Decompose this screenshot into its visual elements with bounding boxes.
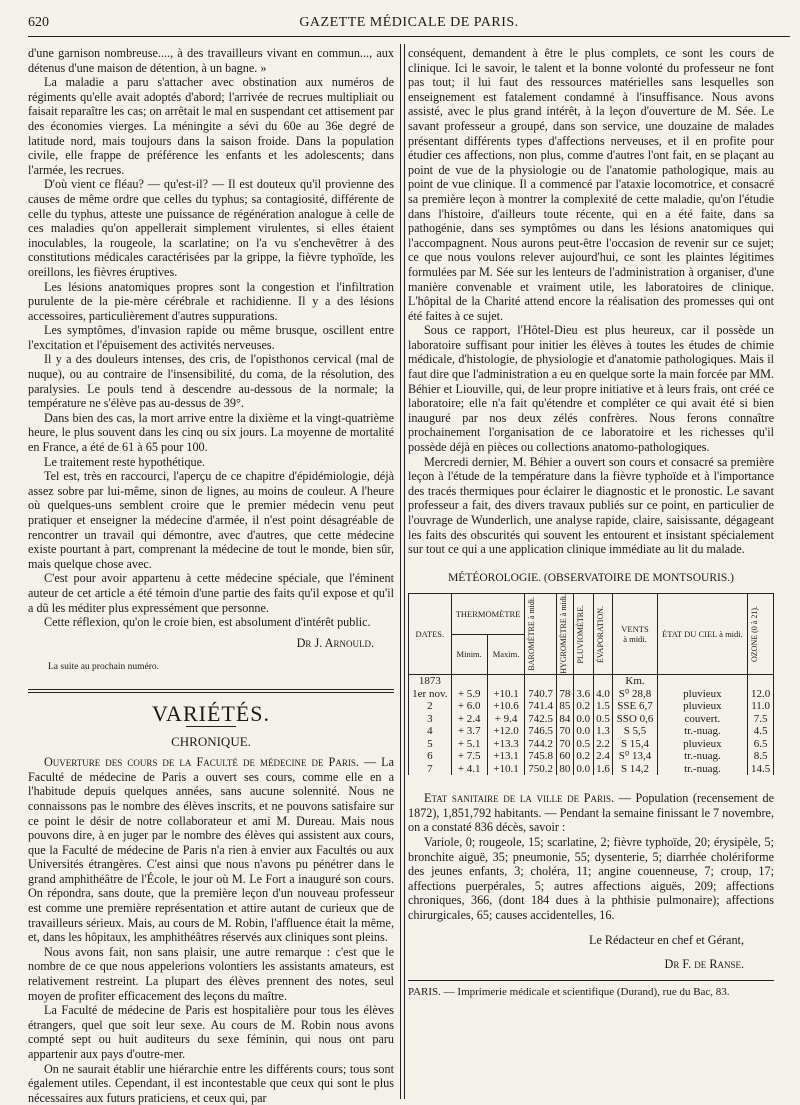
col-header-evap: ÉVAPORATION. [595,605,605,663]
paragraph: — Population (recensement de 1872), 1,851,792 habitants. — Pendant la semaine finissant le 7 novembre, on a constaté 836 décès, savoir : [408,791,775,835]
meteorology-rows [409,688,774,776]
page-number: 620 [28,15,49,30]
cell-min: + 7.5 [451,750,487,763]
cell-ozone: 8.5 [748,750,774,763]
paragraph: Mercredi dernier, M. Béhier a ouvert son cours et consacré sa première leçon à l'étude de la température dans la fièvre typhoïde et à l'importance des tracés thermiques pour éclairer le diagnostic et le pronostic. Le savant professeur a fait, des divers travaux publiés sur ce point, en particulier de l'ouvrage de Wunderlich, une analyse rapide, claire, saisissante, dégageant les faits des obscurités qui souvent les entourent et insistant spécialement sur tout ce qui a une application clinique immédiate au lit du malade. [408,454,774,557]
paragraph: Les lésions anatomiques propres sont la congestion et l'infiltration purulente de la pie-mère cérébrale et rachidienne. Il y a des lésions accessoires, particulièrement d'autres suppurations. [28,279,394,323]
table-row [409,700,774,713]
col-header-ozone: OZONE (0 à 21). [750,606,760,663]
printer-imprint: PARIS. — Imprimerie médicale et scientifique (Durand), rue du Bac, 83. [408,980,774,1000]
cell-ciel: pluvieux [657,700,748,713]
cell-vents: SSO 0,6 [613,713,657,726]
cell-ozone: 4.5 [748,725,774,738]
paragraph: Cette réflexion, qu'on le croie bien, est absolument d'intérêt public. [44,615,371,630]
cell-baro: 750.2 [525,763,556,776]
cell-max: +13.3 [487,738,525,751]
cell-max: +13.1 [487,750,525,763]
cell-evap: 1.3 [593,725,613,738]
cell-hygro: 70 [556,725,573,738]
cell-evap: 2.4 [593,750,613,763]
cell-vents: S⁰ 28,8 [613,688,657,701]
col-header-baro: BAROMÈTRE à midi. [527,597,537,672]
cell-ozone: 7.5 [748,713,774,726]
year-cell: 1873 [409,675,452,688]
left-column [28,46,394,1105]
cell-baro: 746.5 [525,725,556,738]
vents-unit: Km. [613,675,657,688]
cell-vents: S⁰ 13,4 [613,750,657,763]
col-header-vents: VENTS [621,624,649,635]
paragraph: C'est pour avoir appartenu à cette médecine spéciale, que l'éminent auteur de cet article a été témoin d'une partie des faits qu'il expose et qu'il a dû les méditer plus expressément que personne. [28,571,394,615]
cell-ozone: 11.0 [748,700,774,713]
meteorology-title: MÉTÉOROLOGIE. (OBSERVATOIRE DE MONTSOURIS.) [448,571,734,584]
cell-date: 4 [409,725,452,738]
cell-evap: 2.2 [593,738,613,751]
table-row [409,688,774,701]
etat-lead: Etat sanitaire de la ville de Paris. [424,791,615,806]
cell-min: + 2.4 [451,713,487,726]
cell-min: + 5.9 [451,688,487,701]
table-row [409,713,774,726]
paragraph: — La Faculté de médecine de Paris a ouvert ses cours, comme elle en a l'habitude depuis quelques années, sans aucune solennité. Nous ne connaissons pas le nombre des élèves inscrits, et ne pouvons satisfaire sur ce point le désir de notre collaborateur et ami M. Dureau. Mais nous pouvons dire, à en juger par le nombre des élèves qui assistent aux cours, que la Faculté de médecine de Paris n'a rien à envier aux Facultés ou aux Universités étrangères. C'est ainsi que nous n'avons pu pénétrer dans le grand amphithéâtre de l'École, le jour où M. Le Fort a inauguré son cours. On répondra, sans doute, que la première leçon d'un nouveau professeur est comme une première représentation et attire autant de curieux que de travailleurs sérieux. Mais, au cours de M. Robin, l'affluence était la même, et, dans les hôpitaux, les amphithéâtres réservés aux cliniques sont pleins. [28,755,395,945]
author-signature: Dr J. Arnould. [296,635,374,650]
cell-ciel: pluvieux [657,688,748,701]
cell-date: 6 [409,750,452,763]
meteorology-table [408,593,774,775]
cell-date: 7 [409,763,452,776]
cell-ciel: pluvieux [657,738,748,751]
section-title: VARIÉTÉS. [152,700,270,726]
cell-pluvio: 0.5 [573,738,593,751]
editor-name: Dr F. de Ranse. [664,957,744,972]
table-row [409,750,774,763]
col-header-dates: DATES. [409,594,452,675]
cell-pluvio: 0.2 [573,700,593,713]
section-rule [28,689,394,693]
cell-min: + 5.1 [451,738,487,751]
col-header-hygro: HYGROMÈTRE à midi. [558,594,568,675]
cell-ozone: 12.0 [748,688,774,701]
column-divider [400,44,405,1099]
cell-evap: 1.6 [593,763,613,776]
cell-vents: S 14,2 [613,763,657,776]
table-row [409,763,774,776]
cell-pluvio: 0.0 [573,763,593,776]
mortality-list: Variole, 0; rougeole, 15; scarlatine, 2; fièvre typhoïde, 20; érysipèle, 5; bronchite aiguë, 35; pneumonie, 55; dysenterie, 5; diarrhée cholériforme des jeunes enfants, 3; choléra, 11; angine couenneuse, 7; croup, 17; affections puerpérales, 5; autres affections aiguës, 209; affections chroniques, 366, (dont 184 dues à la phthisie pulmonaire); affections chirurgicales, 65; causes accidentelles, 16. [408,834,774,922]
cell-max: +10.1 [487,763,525,776]
col-header-etat: ÉTAT DU CIEL à midi. [657,594,748,675]
cell-date: 3 [409,713,452,726]
cell-ciel: tr.-nuag. [657,750,748,763]
paragraph: Les symptômes, d'invasion rapide ou même brusque, oscillent entre l'excitation et l'épuisement des activités nerveuses. [28,323,394,352]
editor-line: Le Rédacteur en chef et Gérant, [589,932,744,947]
col-header-vents-sub: à midi. [623,634,647,645]
cell-hygro: 60 [556,750,573,763]
paragraph: La maladie a paru s'attacher avec obstination aux numéros de régiments qu'elle avait adoptés d'abord; l'arrivée de recrues multipliait ou faisait reparaître les cas; on arrêtait le mal en suspendant cet attisement par des économies vierges. La méningite a sévi du 60e au 36e degré de latitude nord, mais toujours dans la saison froide. Dans la population civile, elle frappe de préférence les enfants et les adolescents; dans l'armée, les recrues. [28,75,394,177]
cell-max: +10.1 [487,688,525,701]
paragraph: d'une garnison nombreuse...., à des travailleurs vivant en commun..., aux détenus d'une maison de détention, à un bagne. » [28,46,394,75]
cell-evap: 4.0 [593,688,613,701]
cell-evap: 1.5 [593,700,613,713]
page-header [28,14,790,37]
cell-baro: 744.2 [525,738,556,751]
paragraph: Dans bien des cas, la mort arrive entre la dixième et la vingt-quatrième heure, le plus souvent dans les cinq ou six jours. La moyenne de mortalité en France, a été de 61 à 65 pour 100. [28,410,394,455]
table-row [409,725,774,738]
cell-ozone: 6.5 [748,738,774,751]
cell-max: +12.0 [487,725,525,738]
paragraph: Sous ce rapport, l'Hôtel-Dieu est plus heureux, car il possède un laboratoire suffisant pour initier les élèves à toutes les études de chimie médicale, d'histologie, de physiologie et d'anatomie pathologiques. Mais il faut dire que l'administration a eu en quelque sorte la main forcée par MM. Béhier et Liouville, qui, de leur propre initiative et à leurs frais, ont créé ce laboratoire; elle n'a fait qu'étendre et compléter ce qui avait été si bien inauguré par nos deux zélés confrères. Nous ferons connaître prochainement l'organisation de ce laboratoire et les richesses qu'il possède déjà en pièces ou collections anatomo-pathologiques. [408,323,774,455]
cell-baro: 740.7 [525,688,556,701]
col-header-max: Maxim. [487,634,525,674]
paragraph: Nous avons fait, non sans plaisir, une autre remarque : c'est que le nombre de ce que nous appelerions volontiers les assistants amateurs, est relativement restreint. La plupart des élèves prennent des notes, seul moyen de profiter efficacement des leçons du maître. [28,944,394,1003]
cell-min: + 6.0 [451,700,487,713]
cell-pluvio: 0.0 [573,725,593,738]
cell-baro: 745.8 [525,750,556,763]
cell-pluvio: 0.2 [573,750,593,763]
cell-vents: S 5,5 [613,725,657,738]
paragraph: Le traitement reste hypothétique. [44,454,206,469]
cell-date: 1er nov. [409,688,452,701]
cell-max: + 9.4 [487,713,525,726]
cell-ciel: tr.-nuag. [657,725,748,738]
cell-vents: SSE 6,7 [613,700,657,713]
paragraph: D'où vient ce fléau? — qu'est-il? — Il est douteux qu'il provienne des causes de même ordre que celles du typhus; sa contagiosité, différente de celle du typhus, atteste une puissance de régénération analogue à celle de ces maladies qu'on appellerait simplement virulentes, si elles étaient inoculables, la rougeole, la scarlatine; on l'a vu s'enchevêtrer à des constitutions médicales caractérisées par la grippe, la fièvre typhoïde, les oreillons, les fièvres éruptives. [28,177,394,279]
cell-max: +10.6 [487,700,525,713]
col-header-pluvio: PLUVIOMÈTRE. [575,605,585,664]
right-column [408,46,774,999]
cell-ciel: couvert. [657,713,748,726]
cell-baro: 742.5 [525,713,556,726]
paragraph: Tel est, très en raccourci, l'aperçu de ce chapitre d'épidémiologie, déjà assez sobre par lui-même, sinon de lignes, au moins de couleur. A l'heure où quelques-uns semblent croire que le premier médecin venu peut pratiquer et enseigner la médecine d'armée, il n'est point désagréable de rencontrer un travail qui démontre, avec d'autres, que cette médecine existe pourtant à part, comprenant la médecine de tout le monde, bien sûr, mais quelque chose avec. [28,469,394,571]
cell-hygro: 70 [556,738,573,751]
cell-pluvio: 3.6 [573,688,593,701]
cell-ciel: tr.-nuag. [657,763,748,776]
cell-hygro: 85 [556,700,573,713]
cell-hygro: 84 [556,713,573,726]
col-header-thermo: THERMOMÈTRE [451,594,525,634]
cell-vents: S 15,4 [613,738,657,751]
paragraph: conséquent, demandent à être le plus complets, ce sont les cours de clinique. Ici le savoir, le talent et la bonne volonté du professeur ne font pas tout; il lui faut des ressources matérielles sans lesquelles son enseignement est fatalement condamné à l'insuffisance. Nous avons assisté, avec le plus grand intérêt, à la leçon d'ouverture de M. Sée. Le savant professeur a groupé, dans son service, une douzaine de malades présentant différents types d'affections nerveuses, et il en profite pour étudier ces affections, non plus, comme d'autres l'ont fait, en se plaçant au point de vue de la physiologie ou de l'anatomie pathologique, mais au point de vue clinique. Il a commencé par l'ataxie locomotrice, et consacré sa première leçon à montrer la complexité de cette maladie, qu'on l'étudie dans l'histoire, d'ailleurs toute récente, qui en a été faite, dans sa pathogénie, dans ses symptômes ou dans les lésions anatomiques qui l'accompagnent. Nous aurons peut-être l'occasion de revenir sur ce sujet; ce que nous voulons relever aujourd'hui, ce sont les plaintes légitimes formulées par M. Sée sur les lenteurs de l'administration à organiser, d'une manière convenable et vraiment utile, les laboratoires de clinique. L'hôpital de la Charité attend encore la réalisation des promesses qui ont été faites à ce sujet. [408,46,774,323]
cell-ozone: 14.5 [748,763,774,776]
chronique-lead: Ouverture des cours de la Faculté de médecine de Paris. [44,755,359,770]
cell-hygro: 80 [556,763,573,776]
paragraph: On ne saurait établir une hiérarchie entre les différents cours; tous sont également utiles. Cependant, il est incontestable que ceux qui sont le plus nécessaires aux futurs praticiens, et ceux qui, par [28,1061,394,1105]
cell-pluvio: 0.0 [573,713,593,726]
cell-date: 5 [409,738,452,751]
cell-baro: 741.4 [525,700,556,713]
cell-min: + 3.7 [451,725,487,738]
continued-note: La suite au prochain numéro. [48,662,160,673]
paragraph: La Faculté de médecine de Paris est hospitalière pour tous les élèves étrangers, quel que soit leur sexe. Au cours de M. Robin nous avons compté sept ou huit auditeurs du sexe féminin, qui nous ont paru appartenir aux pays d'outre-mer. [28,1003,394,1061]
paragraph: Il y a des douleurs intenses, des cris, de l'opisthonos cervical (mal de nuque), ou au contraire de l'insensibilité, du coma, de la résolution, des paralysies. Le pouls tend à descendre au-dessous de la normale; la température ne s'élève pas au-dessus de 39°. [28,352,394,411]
section-subtitle: CHRONIQUE. [171,733,251,749]
cell-hygro: 78 [556,688,573,701]
journal-title: GAZETTE MÉDICALE DE PARIS. [299,15,519,30]
table-row [409,738,774,751]
col-header-min: Minim. [451,634,487,674]
cell-date: 2 [409,700,452,713]
cell-evap: 0.5 [593,713,613,726]
cell-min: + 4.1 [451,763,487,776]
